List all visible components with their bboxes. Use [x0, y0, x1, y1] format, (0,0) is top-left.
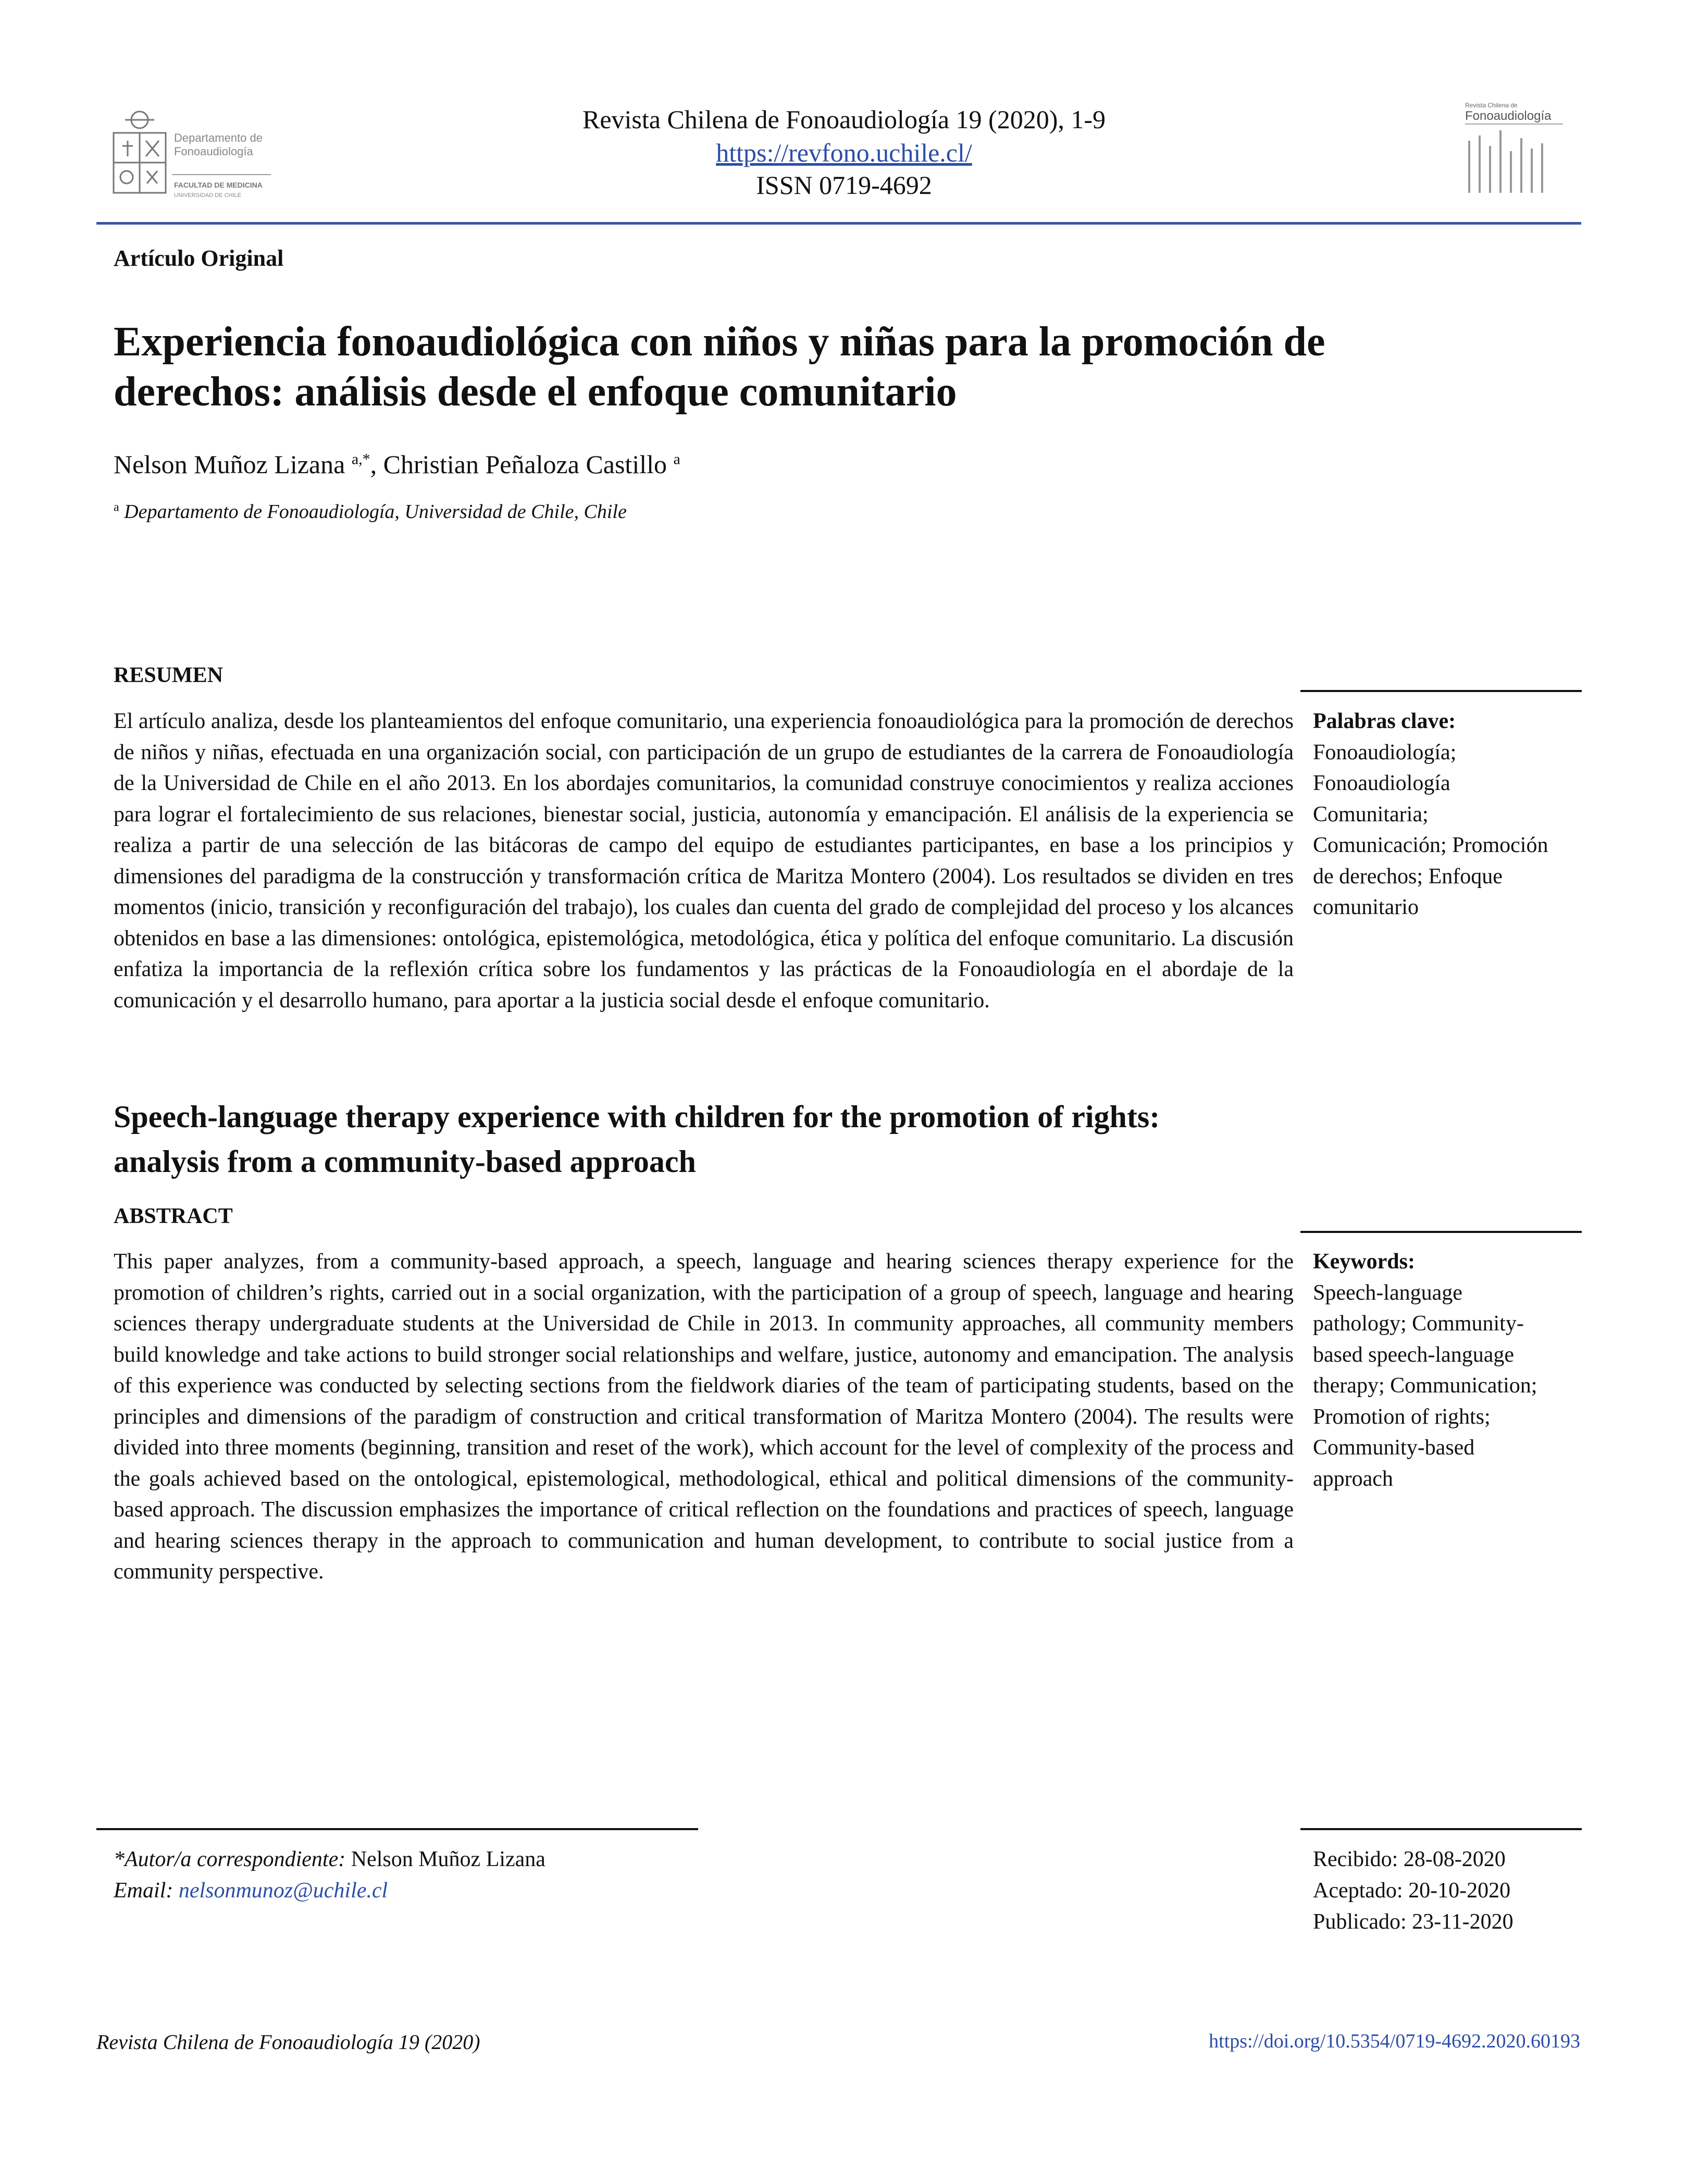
resumen-keywords: [1313, 706, 1568, 923]
keyword-line: Community-based: [1313, 1436, 1475, 1460]
abstract-keywords: [1313, 1247, 1568, 1495]
author-2: Christian Peñaloza Castillo: [383, 450, 667, 479]
keyword-line: Speech-language: [1313, 1280, 1462, 1305]
author-1-sup: a,*: [351, 450, 370, 468]
journal-url-line: [365, 137, 1323, 169]
keyword-line: Comunicación; Promoción: [1313, 833, 1548, 857]
footer-doi-link[interactable]: https://doi.org/10.5354/0719-4692.2020.60193: [1209, 2030, 1580, 2052]
keyword-line: de derechos; Enfoque: [1313, 864, 1503, 889]
correspondence-label: *Autor/a correspondiente:: [114, 1847, 346, 1871]
abstract-text: This paper analyzes, from a community-based approach, a speech, language and hearing sciences therapy experience for the promotion of children’s rights, carried out in a social organization, with the participation of a group of speech, language and hearing sciences therapy undergraduate students at the Universidad de Chile in 2013. In community approaches, all community members build knowledge and take actions to build stronger social relationships and welfare, justice, autonomy and emancipation. The analysis of this experience was conducted by selecting sections from the fieldwork diaries of the team of participating students, based on the principles and dimensions of the paradigm of construction and critical transformation of Maritza Montero (2004). The results were divided into three moments (beginning, transition and reset of the work), which account for the level of complexity of the process and the goals achieved based on the ontological, epistemological, methodological, ethical and political dimensions of the community-based approach. The discussion emphasizes the importance of critical reflection on the foundations and practices of speech, language and hearing sciences therapy in the approach to communication and human development, to contribute to social justice from a community perspective.: [114, 1250, 1294, 1584]
keyword-line: Comunitaria;: [1313, 802, 1429, 826]
keyword-line: pathology; Community-: [1313, 1312, 1524, 1336]
date-published: Publicado: 23-11-2020: [1313, 1910, 1514, 1934]
dates-rule: [1300, 1828, 1582, 1830]
keyword-line: Fonoaudiología: [1313, 771, 1450, 795]
university-seal-icon: [109, 104, 276, 198]
keyword-line: Fonoaudiología;: [1313, 740, 1457, 764]
journal-barcode-icon: [1464, 99, 1568, 203]
header-rule: [96, 222, 1581, 225]
logo-dept-line1: Departamento de: [174, 131, 263, 144]
english-title-line-1: Speech-language therapy experience with children for the promotion of rights:: [114, 1100, 1160, 1134]
affiliation-text: Departamento de Fonoaudiología, Universidad de Chile, Chile: [124, 501, 627, 523]
palabras-clave-label: Palabras clave:: [1313, 709, 1456, 733]
author-2-sup: a: [673, 450, 680, 468]
email-label: Email:: [114, 1879, 173, 1903]
keyword-line: based speech-language: [1313, 1342, 1514, 1367]
title-line-2: derechos: análisis desde el enfoque comunitario: [114, 369, 957, 415]
logo-university: UNIVERSIDAD DE CHILE: [174, 192, 241, 198]
title-line-1: Experiencia fonoaudiológica con niños y niñas para la promoción de: [114, 319, 1325, 365]
keyword-line: approach: [1313, 1466, 1393, 1491]
date-accepted: Aceptado: 20-10-2020: [1313, 1879, 1511, 1903]
dates: [1313, 1844, 1514, 1938]
journal-line: Revista Chilena de Fonoaudiología 19 (2020), 1-9: [582, 105, 1106, 134]
correspondence-name: Nelson Muñoz Lizana: [345, 1847, 545, 1871]
email-link[interactable]: nelsonmunoz@uchile.cl: [178, 1879, 388, 1903]
footer-journal: Revista Chilena de Fonoaudiología 19 (2020): [96, 2030, 480, 2054]
resumen-heading: RESUMEN: [114, 663, 224, 687]
resumen-keywords-rule: [1300, 690, 1582, 692]
author-1: Nelson Muñoz Lizana: [114, 450, 345, 479]
correspondence-rule: [96, 1828, 698, 1830]
affiliation-sup: a: [114, 500, 119, 514]
article-type: Artículo Original: [114, 245, 284, 271]
journal-logo-small: Revista Chilena de: [1465, 102, 1518, 109]
correspondence: [114, 1844, 545, 1906]
article-title: [114, 317, 1468, 417]
keyword-line: comunitario: [1313, 895, 1419, 919]
resumen-text: El artículo analiza, desde los planteamientos del enfoque comunitario, una experiencia fonoaudiológica para la promoción de derechos de niños y niñas, efectuada en una organización social, con participación de un grupo de estudiantes de la carrera de Fonoaudiología de la Universidad de Chile en el año 2013. En los abordajes comunitarios, la comunidad construye conocimientos y realiza acciones para lograr el fortalecimiento de sus relaciones, bienestar social, justicia, autonomía y emancipación. El análisis de la experiencia se realiza a partir de una selección de las bitácoras de campo del equipo de estudiantes participantes, en base a los principios y dimensiones del paradigma de la construcción y transformación crítica de Maritza Montero (2004). Los resultados se dividen en tres momentos (inicio, transición y reconfiguración del trabajo), los cuales dan cuenta del grado de complejidad del proceso y los alcances obtenidos en base a las dimensiones: ontológica, epistemológica, metodológica, ética y política del enfoque comunitario. La discusión enfatiza la importancia de la reflexión crítica sobre los fundamentos y las prácticas de la Fonoaudiología en el abordaje de la comunicación y el desarrollo humano, para aportar a la justicia social desde el enfoque comunitario.: [114, 709, 1294, 1013]
journal-url-link[interactable]: https://revfono.uchile.cl/: [716, 138, 972, 167]
abstract-keywords-rule: [1300, 1231, 1582, 1233]
department-logo: [109, 104, 276, 198]
journal-logo: [1464, 99, 1568, 203]
logo-dept-line2: Fonoaudiología: [174, 145, 253, 158]
keywords-label: Keywords:: [1313, 1250, 1415, 1274]
affiliation: [114, 500, 627, 523]
english-title: [114, 1094, 1364, 1184]
abstract-heading: ABSTRACT: [114, 1204, 233, 1228]
keyword-line: Promotion of rights;: [1313, 1404, 1491, 1429]
english-title-line-2: analysis from a community-based approach: [114, 1144, 696, 1179]
logo-faculty: FACULTAD DE MEDICINA: [174, 181, 263, 189]
journal-logo-name: Fonoaudiología: [1465, 109, 1552, 123]
date-received: Recibido: 28-08-2020: [1313, 1847, 1506, 1871]
author-separator: ,: [370, 450, 383, 479]
keyword-line: therapy; Communication;: [1313, 1374, 1537, 1398]
authors: [114, 449, 680, 479]
issn: ISSN 0719-4692: [756, 170, 932, 200]
